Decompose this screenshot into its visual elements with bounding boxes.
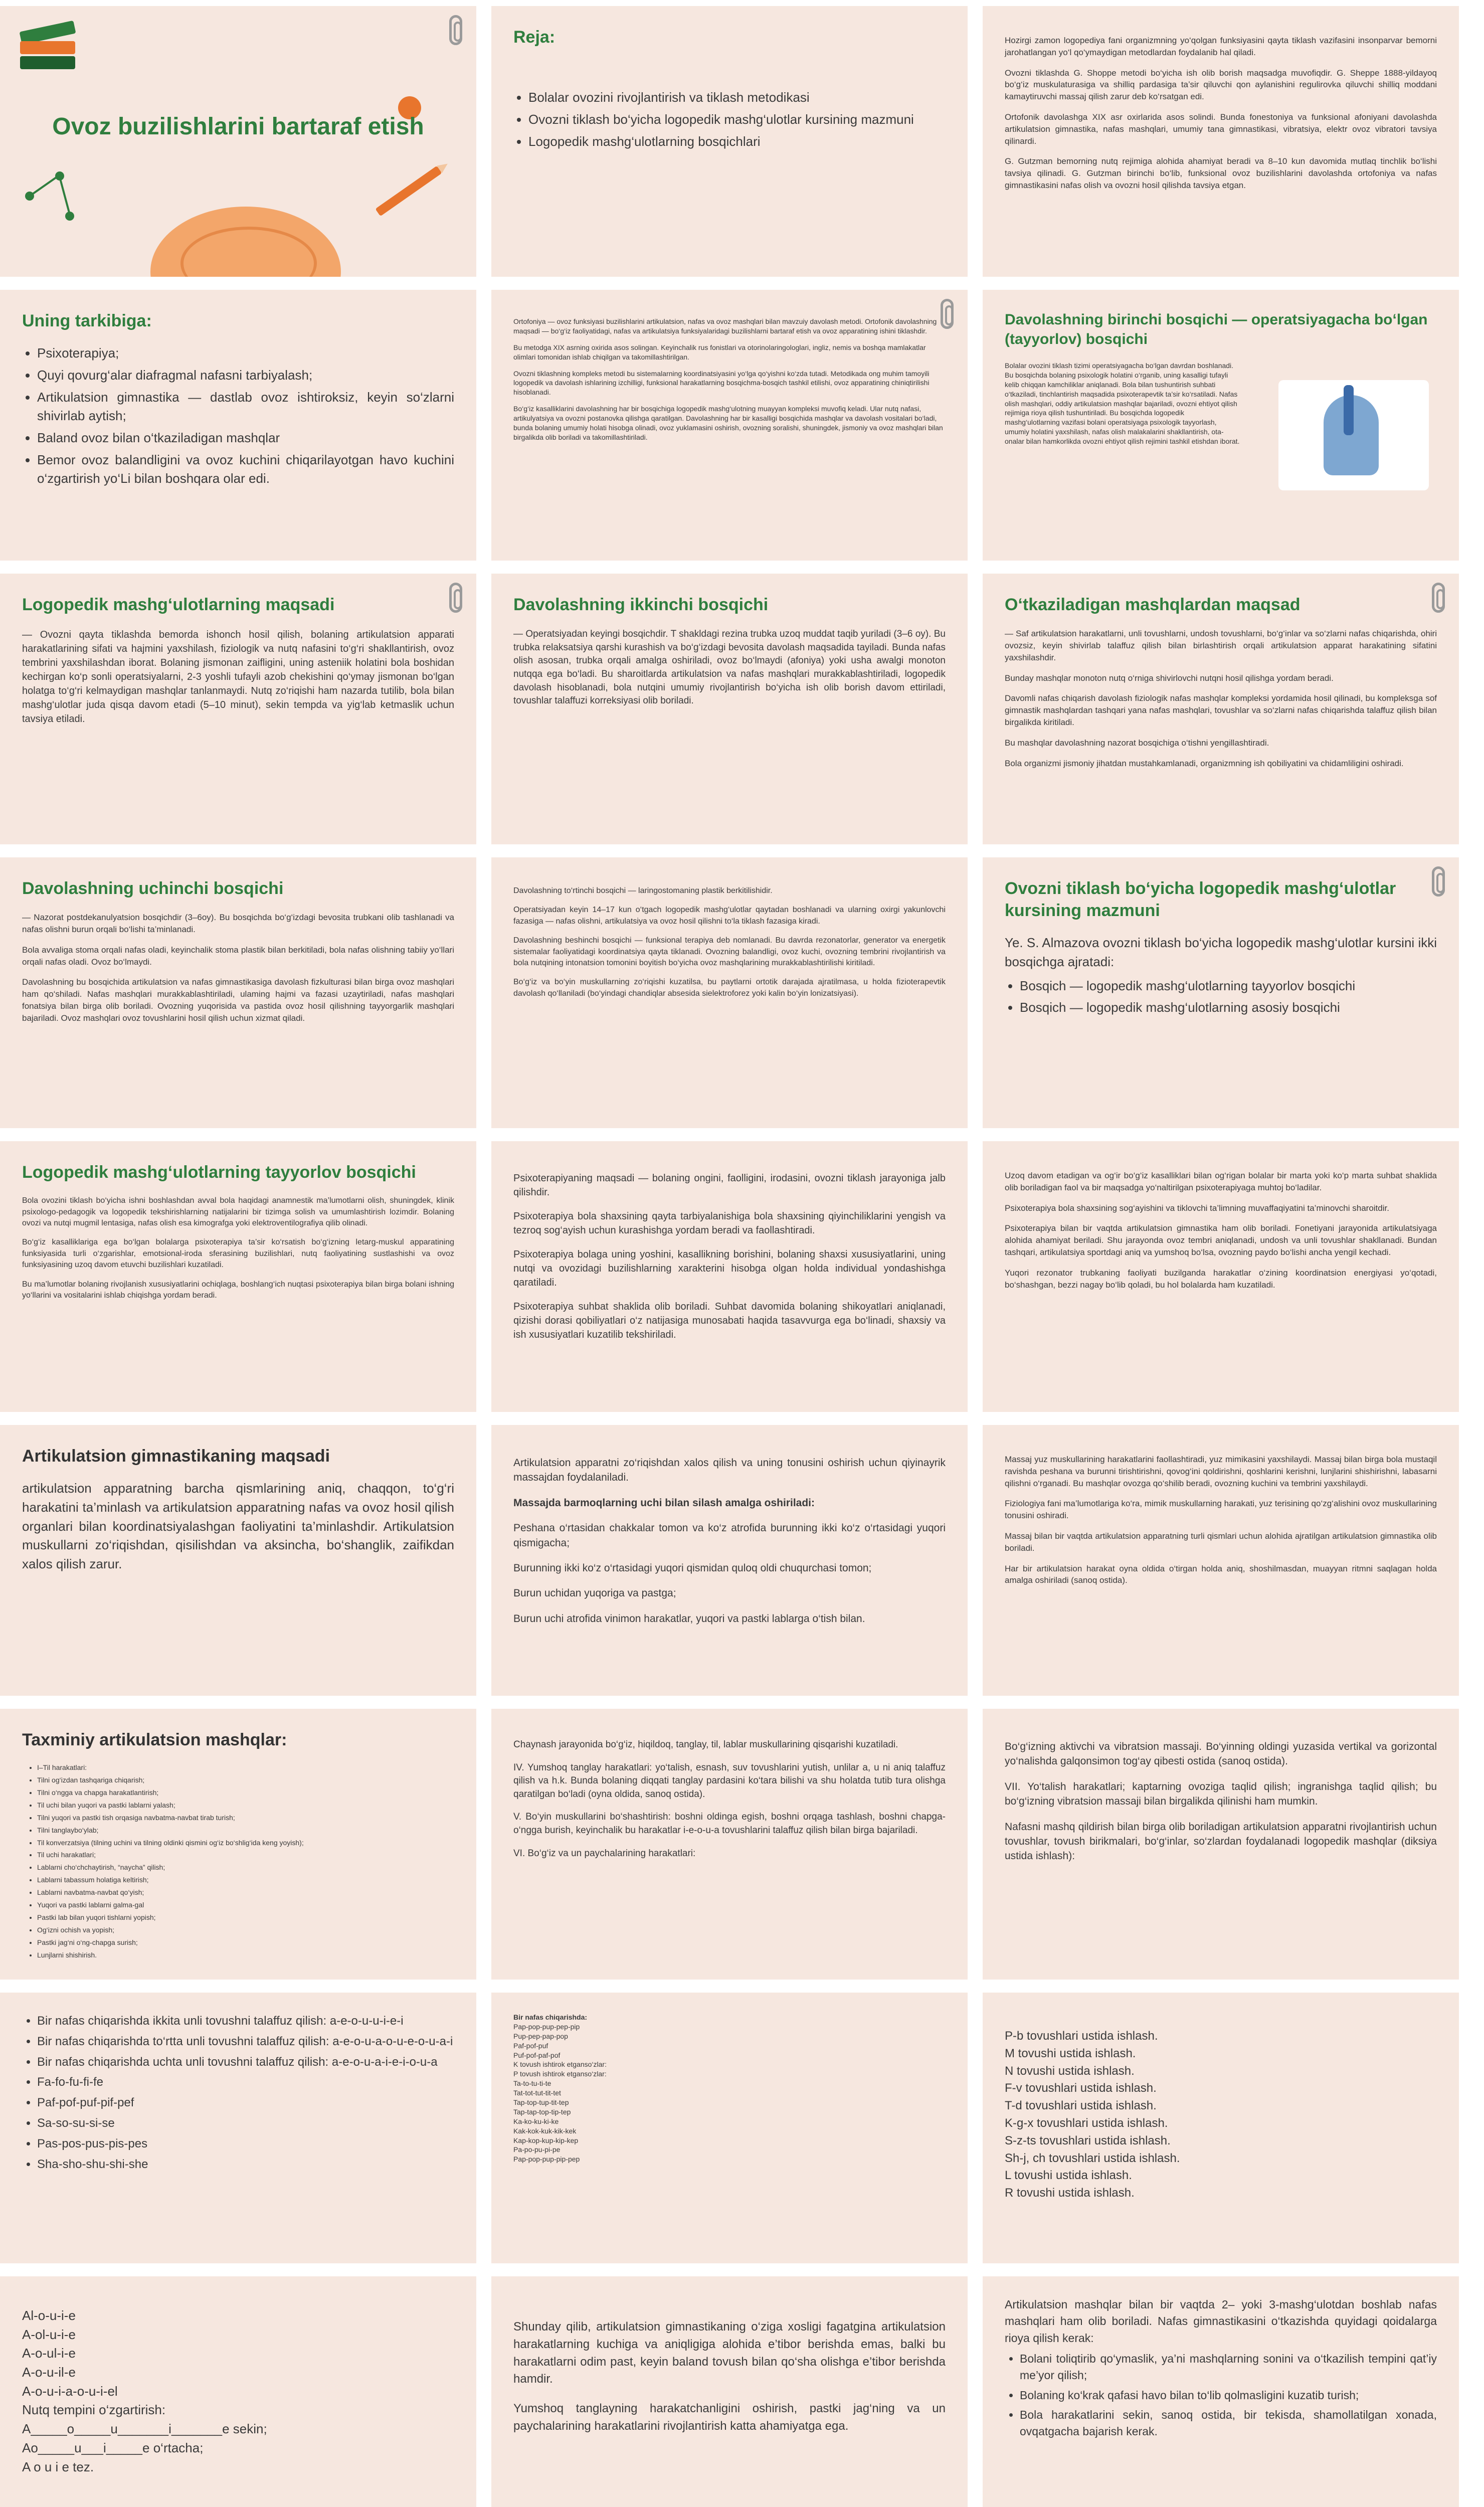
- list-item: • Bola harakatlarini sekin, sanoq ostida, bir tekisda, shamollatilgan xonada, ovqatgacha bajarish kerak.: [1020, 2407, 1437, 2440]
- slide-body: [513, 1456, 946, 1626]
- paragraph: V. Bo‘yin muskullarini bo‘shashtirish: boshni oldinga egish, boshni orqaga tashlash, boshni chapga-o‘ngga burish, keyinchalik bu harakatlar i-e-o-u-a tovushlarini talaffuz qilish bilan birga bajariladi.: [513, 1812, 946, 1836]
- paragraph: Bola organizmi jismoniy jihatdan mustahkamlanadi, organizmning ish qobiliyatini va chidamliligini oshiradi.: [1005, 758, 1404, 768]
- list-item: K-g-x tovushlari ustida ishlash.: [1005, 2116, 1168, 2130]
- list-item: • Ovozni tiklash bo‘yicha logopedik mashg‘ulotlar kursining mazmuni: [528, 110, 946, 129]
- paragraph: Uzoq davom etadigan va og‘ir bo‘g‘iz kasalliklari bilan og‘rigan bolalar bir marta yoki ko‘p marta suhbat shaklida olib boriladigan faol va bir maqsadga yo‘naltirilgan psixoterapiyaga muhtoj bo‘ladilar.: [1005, 1171, 1437, 1192]
- brain-icon: [150, 207, 341, 277]
- list-item: • Til konverzatsiya (tilning uchini va tilning oldinki qismini og‘iz bo‘shlig‘ida keng yoyish);: [37, 1838, 454, 1848]
- syllable-list: [513, 2022, 946, 2164]
- vowel-drill: [22, 2296, 454, 2476]
- slide-16: [0, 1425, 476, 1696]
- list-item: A-o-u-i-a-o-u-i-el: [22, 2383, 118, 2399]
- slide-body: [513, 885, 946, 999]
- slide-body: — Operatsiyadan keyingi bosqichdir. T shakldagi rezina trubka uzoq muddat taqib yuriladi (3–6 oy). Bu trubka relaksatsiya qarshi kurashish va bo‘g‘izdagi bevosita davolash maqsadida tayiladi. Bunda nafas olish asosan, trubka orqali amalga oshiriladi, ovoz bo‘lmaydi (afoniya) yoki usha awalgi monoton nutqqa ega bo‘ladi. Bu sharoitlarda artikulatsion va nafas mashqlari murakkablashtiriladi, logopedik davolash hisoblanadi, bola nutqini umumiy rivojlantirish bo‘yicha ish olib borish davom ettiriladi, tovushlar talaffuzi korreksiyasi olib boriladi.: [513, 629, 946, 706]
- paragraph: G. Gutzman bemorning nutq rejimiga alohida ahamiyat beradi va 8–10 kun davomida mutlaq tinchlik bo‘lishi tavsiya qilinadi. G. Gutzman birinchi bo‘lib, funksional ovoz buzilishlarini davolashda ortofoniya va nafas gimnastikasini nafas olish va ovozni hosil qilishda tavsiya etgan.: [1005, 156, 1437, 190]
- slide-27: [983, 2276, 1459, 2507]
- books-icon: [20, 26, 75, 71]
- paragraph: IV. Yumshoq tanglay harakatlari: yo‘talish, esnash, suv tovushlarini yutish, unlilar a, u ni aniq talaffuz qilish va h.k. Bunda bolaning diqqati tanglay pardasini ko‘tara bilishi va shu holatda tutib tura olishga qaratilgan bo‘ladi (oyna oldida, sanoq ostida).: [513, 1762, 946, 1800]
- paragraph: Bu mashqlar davolashning nazorat bosqichiga o‘tishni yengillashtiradi.: [1005, 738, 1269, 748]
- paragraph: Bu ma’lumotlar bolaning rivojlanish xususiyatlarini ochiqlaga, boshlang‘ich nuqtasi psixoterapiya bilan birga bolani ishning yo‘llarini va vositalarini ishlab chiqishga yordam beradi.: [22, 1280, 454, 1300]
- list-item: A_____o_____u_______i_______e sekin;: [22, 2421, 267, 2437]
- paragraph: Hozirgi zamon logopediya fani organizmning yo‘qolgan funksiyasini qayta tiklash vazifasini insonparvar bemorni jarohatlangan yo‘l qo‘ymaydigan metodlardan foydalanib hal qiladi.: [1005, 36, 1437, 57]
- list-item: L tovushi ustida ishlash.: [1005, 2169, 1132, 2183]
- sound-work-list: [1005, 2013, 1437, 2202]
- paperclip-icon: [449, 583, 462, 613]
- slide-5: [491, 290, 968, 561]
- paperclip-icon: [449, 15, 462, 45]
- paragraph: Yumshoq tanglayning harakatchanligini oshirish, pastki jag‘ning va un paychalarining harakatlarini rivojlantirish katta ahamiyatga ega.: [513, 2402, 946, 2433]
- list-item: A o u i e tez.: [22, 2459, 94, 2474]
- paragraph: Nafasni mashq qildirish bilan birga olib boriladigan artikulatsion apparatni rivojlantirish uchun tovushlar, tovush birikmalari, bo‘g‘inlar, so‘zlardan foydalanadi logopedik mashqlar (diksiya ustida ishlash):: [1005, 1821, 1437, 1862]
- paragraph: Massajda barmoqlarning uchi bilan silash amalga oshiriladi:: [513, 1497, 815, 1509]
- slide-body: [22, 1195, 454, 1301]
- slide-9: [983, 574, 1459, 844]
- list-item: Tat-tot-tut-tit-tet: [513, 2089, 561, 2097]
- list-item: • Baland ovoz bilan o‘tkaziladigan mashqlar: [37, 429, 454, 448]
- list-item: • Lunjlarni shishirish.: [37, 1950, 454, 1960]
- paragraph: Har bir artikulatsion harakat oyna oldida o‘tirgan holda aniq, shoshilmasdan, muayyan ritmni saqlagan holda amalga oshiriladi (sanoq ostida).: [1005, 1563, 1437, 1585]
- list-item: P-b tovushlari ustida ishlash.: [1005, 2029, 1158, 2043]
- slide-body: [513, 2296, 946, 2435]
- slide-heading: Taxminiy artikulatsion mashqlar:: [22, 1730, 287, 1749]
- list-item: Pap-pop-pup-pip-pep: [513, 2155, 580, 2164]
- slide-25: [0, 2276, 476, 2507]
- slide-intro: Artikulatsion mashqlar bilan bir vaqtda 2– yoki 3-mashg‘ulotdan boshlab nafas mashqlari ham olib boriladi. Nafas gimnastikasini o‘tkazishda quyidagi qoidalarga rioya qilish kerak:: [1005, 2298, 1437, 2345]
- list-item: • Bosqich — logopedik mashg‘ulotlarning tayyorlov bosqichi: [1020, 977, 1437, 996]
- paperclip-icon: [1432, 866, 1445, 897]
- list-item: • Tilni yuqori va pastki tish orqasiga navbatma-navbat tirab turish;: [37, 1813, 454, 1823]
- slide-6: [983, 290, 1459, 561]
- slide-heading: Uning tarkibiga:: [22, 311, 152, 330]
- list-item: Tap-top-tup-tit-tep: [513, 2098, 569, 2107]
- pencil-icon: [375, 166, 442, 217]
- rules-list: [1005, 2351, 1437, 2440]
- slide-heading: Logopedik mashg‘ulotlarning tayyorlov bosqichi: [22, 1163, 416, 1182]
- list-item: • Bemor ovoz balandligini va ovoz kuchini chiqarilayotgan havo kuchini o‘zgartirish yo‘Li bilan boshqara olar edi.: [37, 451, 454, 488]
- paragraph: Operatsiyadan keyin 14–17 kun o‘tgach logopedik mashg‘ulotlar qaytadan boshlanadi va ularning oxirgi yakunlovchi fazasiga — nafas olishni, artikulatsiya va ovoz hosil qilishni to‘la tiklash fazasiga kiradi.: [513, 906, 946, 926]
- list-item: • Lablarni tabassum holatiga keltirish;: [37, 1875, 454, 1885]
- slide-19: [0, 1709, 476, 1980]
- list-item: Paf-pof-puf: [513, 2041, 548, 2050]
- paragraph: Bo‘g‘izning aktivchi va vibratsion massaji. Bo‘yinning oldingi yuzasida vertikal va gorizontal yo‘nalishda galqonsimon tog‘ay qibesti ostida (sanoq ostida).: [1005, 1741, 1437, 1767]
- slide-7: [0, 574, 476, 844]
- list-item: A-ol-u-i-e: [22, 2326, 76, 2342]
- list-item: K tovush ishtirok etganso‘zlar:: [513, 2060, 607, 2069]
- slide-26: [491, 2276, 968, 2507]
- slide-10: [0, 857, 476, 1128]
- stages-list: [1005, 977, 1437, 1017]
- paragraph: Burunning ikki ko‘z o‘rtasidagi yuqori qismidan quloq oldi chuqurchasi tomon;: [513, 1562, 872, 1574]
- list-item: Tap-tap-top-tip-tep: [513, 2107, 571, 2116]
- paragraph: Psixoterapiya suhbat shaklida olib boriladi. Suhbat davomida bolaning shikoyatlari aniqlanadi, qizishi dorasi qobiliyatlari o‘z natijasiga munosabati haqida tasavvurga ega bo‘linadi, shaxsiy va ish xususiyatlari kuzatilib tekshiriladi.: [513, 1301, 946, 1340]
- slide-heading: Ovozni tiklash bo‘yicha logopedik mashg‘ulotlar kursining mazmuni: [1005, 879, 1396, 921]
- slide-title: Ovoz buzilishlarini bartaraf etish: [52, 113, 424, 140]
- slide-body: [1005, 628, 1437, 769]
- list-item: • Pastki jag‘ni o‘ng-chapga surish;: [37, 1938, 454, 1947]
- list-item: • Til uchi harakatlari;: [37, 1850, 454, 1860]
- larynx-illustration: [1278, 380, 1429, 490]
- paragraph: Psixoterapiyaning maqsadi — bolaning ongini, faolligini, irodasini, ovozni tiklash jarayoniga jalb qilishdir.: [513, 1173, 946, 1198]
- list-item: Nutq tempini o‘zgartirish:: [22, 2402, 166, 2418]
- paragraph: Bola ovozini tiklash bo‘yicha ishni boshlashdan avval bola haqidagi anamnestik ma’lumotlarni olish, shuningdek, klinik psixologo-pedagogik va logopedik tekshirishlarning natijalarini bir tizimga solish va umumlashtirish lozimdir. Bolaning ovozi va nutqi mugmil lentasiga, nafas olish esa kimografga yoki elektroventilografiya qilib olinadi.: [22, 1196, 454, 1227]
- list-item: • Quyi qovurg‘alar diafragmal nafasni tarbiyalash;: [37, 366, 454, 385]
- slide-24: [983, 1993, 1459, 2263]
- paragraph: Bola avvaliga stoma orqali nafas oladi, keyinchalik stoma plastik bilan berkitiladi, bola nafas olishning tabiiy yo‘llari orqali nafas oladi. Ovoz bo‘lmaydi.: [22, 945, 454, 967]
- slide-22: [0, 1993, 476, 2263]
- list-item: • Tilni og‘izdan tashqariga chiqarish;: [37, 1775, 454, 1785]
- paragraph: Massaj bilan bir vaqtda artikulatsion apparatning turli qismlari uchun alohida ajratilgan artikulatsion gimnastika olib boriladi.: [1005, 1531, 1437, 1553]
- list-item: • Logopedik mashg‘ulotlarning bosqichlari: [528, 132, 946, 151]
- list-item: • Bolani toliqtirib qo‘ymaslik, ya’ni mashqlarning sonini va o‘tkazilish tempini qat’iy me’yor qilish;: [1020, 2351, 1437, 2384]
- slide-intro: Ye. S. Almazova ovozni tiklash bo‘yicha logopedik mashg‘ulotlar kursini ikki bosqichga ajratadi:: [1005, 935, 1437, 970]
- paragraph: Ovozni tiklashda G. Shoppe metodi bo‘yicha ish olib borish maqsadga muvofiqdir. G. Sheppe 1888-yildayoq bo‘g‘iz muskulaturasiga va shilliq pardasiga ta’sir qiluvchi qon aylanishini regulirovka qiluvchi shilliq moddani kamaytiruvchi massaj qilish zarur deb ko‘rsatgan edi.: [1005, 68, 1437, 102]
- paragraph: Davolashning bu bosqichida artikulatsion va nafas gimnastikasiga davolash fizkulturasi bilan birga ovoz mashqlari ham qo‘shiladi. Nafas mashqlari murakkablashtiriladi, ulaming hajmi va fazasi uzaytiriladi, nafas mashqlari fonatsiya bilan birga olib boriladi. Ovozning yuqorisida va pastida ovoz hosil qilishning tayyorgarlik mashqlari bajariladi. Ovoz mashqlari ovoz tovushlarini hosil qilish uchun xizmat qiladi.: [22, 977, 454, 1023]
- slide-heading: Bir nafas chiqarishda:: [513, 2013, 588, 2021]
- slide-heading: Reja:: [513, 28, 555, 47]
- paragraph: Burun uchi atrofida vinimon harakatlar, yuqori va pastki lablarga o‘tish bilan.: [513, 1613, 865, 1625]
- list-item: • Fa-fo-fu-fi-fe: [37, 2074, 454, 2091]
- slide-3: [983, 6, 1459, 277]
- list-item: • Bolalar ovozini rivojlantirish va tiklash metodikasi: [528, 88, 946, 107]
- slide-body: artikulatsion apparatning barcha qismlarining aniq, chaqqon, to‘g‘ri harakatini ta’minlash va artikulatsion apparatning nafas va ovoz hosil qilish organlari bilan koordinatsiyalashgan faoliyatini ta’minlashdir. Artikulatsion muskullarni zo‘riqishdan, qisilishdan va aksincha, bo‘shanglik, zaifikdan xalos qilish zarur.: [22, 1481, 454, 1571]
- list-item: F-v tovushlari ustida ishlash.: [1005, 2081, 1157, 2095]
- molecule-icon: [25, 171, 85, 232]
- list-item: • Bir nafas chiqarishda ikkita unli tovushni talaffuz qilish: a-e-o-u-u-i-e-i: [37, 2013, 454, 2030]
- slide-body: [1005, 1739, 1437, 1864]
- list-item: Ka-ko-ku-ki-ke: [513, 2117, 559, 2125]
- paragraph: Bo‘g‘iz va bo‘yin muskullarning zo‘riqishi kuzatilsa, bu paytlarni ortotik darajada ajratilmasa, u holda fizioterapevtik davolash qo‘llaniladi (bo‘yindagi chandiqlar absesida sielektroforez yoki kalin bo‘yin lonizatsiyasi).: [513, 978, 946, 998]
- slide-13: [0, 1141, 476, 1412]
- list-item: • Bir nafas chiqarishda uchta unli tovushni talaffuz qilish: a-e-o-u-a-i-e-i-o-u-a: [37, 2054, 454, 2071]
- list-item: S-z-ts tovushlari ustida ishlash.: [1005, 2133, 1171, 2147]
- paragraph: Massaj yuz muskullarining harakatlarini faollashtiradi, yuz mimikasini yaxshilaydi. Massaj bilan birga bola mustaqil ravishda peshana va burunni tirishtirishni, qovog‘ini qoldirishni, qoshlarini kerishni, lunjlarini shishirishni, labasarni qilishni o‘rganadi. Bu mashqlar ovozga qo‘shilib beradi, ovozning kuchini va tembrini yaxshilaydi.: [1005, 1455, 1437, 1488]
- paragraph: Bo‘g‘iz kasalliklariga ega bo‘lgan bolalarga psixoterapiya ta’sir ko‘rsatish bo‘g‘izning letarg-muskul apparatining funksiyasida turli o‘zgarishlar, emotsional-iroda sferasining buzilishlari, nutq faoliyatining sustlashishi va ovoz funksiyasining uzoq davom etuvchi buzilishlari kuzatiladi.: [22, 1238, 454, 1270]
- list-item: • Lablarni cho‘chchaytirish, “naycha” qilish;: [37, 1863, 454, 1872]
- slide-2: [491, 6, 968, 277]
- list-item: A-o-ul-i-e: [22, 2346, 76, 2361]
- list-item: N tovushi ustida ishlash.: [1005, 2064, 1135, 2078]
- slide-heading: Logopedik mashg‘ulotlarning maqsadi: [22, 595, 335, 614]
- paragraph: Davolashning beshinchi bosqichi — funksional terapiya deb nomlanadi. Bu davrda rezonatorlar, generator va energetik sistemalar faoliyatidagi koordinatsiya qayta tiklanadi. Ovozning balandligi, ovoz kuchi, ovozning tembrini rivojlantirish va bola nutqining intonatsion tomonini boyitish bo‘yicha ovoz mashqlarining murakkablashtirilishi kiritiladi.: [513, 936, 946, 967]
- list-item: R tovushi ustida ishlash.: [1005, 2186, 1135, 2200]
- paragraph: Bu metodga XIX asrning oxirida asos solingan. Keyinchalik rus fonistlari va otorinolaringologlari, ingliz, nemis va boshqa mamlakatlar olimlari tomonidan ishlab chiqilgan va takomillashtirilgan.: [513, 343, 926, 361]
- slide-body: [513, 317, 946, 442]
- slide-12: [983, 857, 1459, 1128]
- list-item: Ta-to-tu-ti-te: [513, 2079, 551, 2088]
- paragraph: Yuqori rezonator trubkaning faoliyati buzilganda harakatlar o‘zining koordinatsion energiyasi yo‘qotadi, bo‘shashgan, bezzi nagay bo‘lib qoladi, bu hol bolalarda ham kuzatiladi.: [1005, 1268, 1437, 1290]
- list-item: • Bosqich — logopedik mashg‘ulotlarning asosiy bosqichi: [1020, 998, 1437, 1017]
- list-item: • Sha-sho-shu-shi-she: [37, 2156, 454, 2174]
- paragraph: Ortofonik davolashga XIX asr oxirlarida asos solindi. Bunda fonestoniya va funksional afoniyani davolashda artikulatsion gimnastika, nafas mashqlari, umumiy tana gimnastikasi, vibratsiya, elektr ovoz vibratori tavsiya qilinardi.: [1005, 112, 1437, 146]
- list-item: • Og‘izni ochish va yopish;: [37, 1925, 454, 1935]
- paragraph: Chaynash jarayonida bo‘g‘iz, hiqildoq, tanglay, til, lablar muskullarining qisqarishi kuzatiladi.: [513, 1739, 898, 1750]
- paragraph: Ovozni tiklashning kompleks metodi bu sistemalarning koordinatsiyasini yo‘lga qo‘yishni ko‘zda tutadi. Metodikada ong muhim tamoyili logopedik va davolash ishlarining izchilligi, funksional harakatlarning bosqichma-bosqich tashkil etilishi, ovoz apparatining chiniqtirilishi hisoblanadi.: [513, 369, 930, 397]
- list-item: Kap-kop-kup-kip-kep: [513, 2136, 579, 2144]
- slide-body: [1005, 35, 1437, 192]
- paragraph: VII. Yo‘talish harakatlari; kaptarning ovoziga taqlid qilish; ingranishga taqlid qilish; bu bo‘g‘izning vibratsion massaji bilan birgalikda qilinishi ham mumkin.: [1005, 1780, 1437, 1808]
- paragraph: Psixoterapiya bola shaxsining qayta tarbiyalanishiga bola shaxsining qiyinchiliklarini yengish va tezroq sog‘ayish uchun kurashishga yordam beradi va faollashtiradi.: [513, 1211, 946, 1236]
- paragraph: Artikulatsion apparatni zo‘riqishdan xalos qilish va uning tonusini oshirish uchun qiyinayrik massajdan foydalaniladi.: [513, 1457, 946, 1484]
- list-item: • Artikulatsion gimnastika — dastlab ovoz ishtiroksiz, keyin so‘zlarni shivirlab aytish;: [37, 388, 454, 426]
- slide-body: Bolalar ovozini tiklash tizimi operatsiyagacha bo‘lgan davrdan boshlanadi. Bu bosqichda bolaning psixologik holatini o‘rganib, uning kasalligi tufayli kelib chiqqan kamchiliklar aniqlanadi. Bola bilan tushuntirish suhbati o‘tkaziladi, tinchlantirish maqsadida psixoterapevtik ta’sir ko‘rsatiladi. Nafas olish mashqlari, oddiy artikulatsion mashqlar bajariladi, ovozni ehtiyot qilish rejimiga rioya qilish tushuntiriladi. Bu bosqichda logopedik mashg‘ulotlarning vazifasi bolani operatsiyaga psixologik tayyorlash, umumiy holatini yaxshilash, nafas olish malakalarini shakllantirish, ota-onalar bilan hamkorlikda ovozni ehtiyot qilish rejimini tashkil etishdan iborat.: [1005, 362, 1240, 446]
- paragraph: Davomli nafas chiqarish davolash fiziologik nafas mashqlar kompleksi yordamida hosil qilinadi, bu kompleksga sof gimnastik mashqlardan tashqari yana nafas mashqlari, tovushlar va so‘zlarni nafas chiqarishda talaffuz qilish bilan birgalikda kiritiladi.: [1005, 693, 1437, 727]
- paragraph: — Saf artikulatsion harakatlarni, unli tovushlarni, undosh tovushlarni, bo‘g‘inlar va so‘zlarni nafas chiqarishda, ohiri ovozsiz, keyin shivirlab talaffuz qilish bilan birlashtirish orqali artikulatsion apparat harakatining sifatini yaxshilashdir.: [1005, 629, 1437, 662]
- list-item: • Yuqori va pastki lablarni galma-gal: [37, 1900, 454, 1910]
- slide-body: — Ovozni qayta tiklashda bemorda ishonch hosil qilish, bolaning artikulatsion apparati harakatlarining sifati va hajmini yaxshilash, fiziologik va nutq nafasini to‘g‘ri shakllantirish, ovoz tembrini yaxshilashdan iborat. Bolaning jismonan zaifligini, uning asteniik holatini bola boshidan kechirgan ko‘p sonli operatsiyalarni, 2-3 yoshli tufayli azob chekishini qo‘ymay jismonan bo‘lgan holatga to‘g‘ri kelmaydigan mashqlar tanlanmaydi. Nutq zo‘riqishi ham nazarda tutilib, bola bilan mashg‘ulotlar juda qisqa davom etadi (5–10 minut), sekin tempda va yig‘lab ketmaslik uchun tavsiya etiladi.: [22, 629, 454, 725]
- paragraph: Psixoterapiya bola shaxsining sog‘ayishini va tiklovchi ta’limning muvaffaqiyatini ta’minovchi sharoitdir.: [1005, 1203, 1389, 1213]
- list-item: • Psixoterapiya;: [37, 344, 454, 363]
- paragraph: VI. Bo‘g‘iz va un paychalarining harakatlari:: [513, 1848, 696, 1859]
- slide-heading: Artikulatsion gimnastikaning maqsadi: [22, 1447, 330, 1466]
- paragraph: Psixoterapiya bolaga uning yoshini, kasallikning borishini, bolaning shaxsi xususiyatlarini, uning nutqi va ovozidagi buzilishlarning xarakterini hisobga olgan holda individual yondashishga qaratiladi.: [513, 1249, 946, 1288]
- list-item: • Pas-pos-pus-pis-pes: [37, 2135, 454, 2153]
- list-item: • Til uchi bilan yuqori va pastki lablarni yalash;: [37, 1801, 454, 1810]
- paragraph: Fiziologiya fani ma’lumotlariga ko‘ra, mimik muskullarning harakati, yuz terisining qo‘zg‘alishini ovoz muskullarining tonusini oshiradi.: [1005, 1499, 1437, 1521]
- composition-list: [22, 344, 454, 488]
- list-item: M tovushi ustida ishlash.: [1005, 2046, 1136, 2060]
- list-item: • I–Til harakatlari:: [37, 1763, 454, 1772]
- slide-21: [983, 1709, 1459, 1980]
- list-item: • Bolaning ko‘krak qafasi havo bilan to‘lib qolmasligini kuzatib turish;: [1020, 2387, 1437, 2404]
- slide-23: [491, 1993, 968, 2263]
- slide-heading: Davolashning birinchi bosqichi — operatsiyagacha bo‘lgan (tayyorlov) bosqichi: [1005, 311, 1428, 347]
- list-item: Sh-j, ch tovushlari ustida ishlash.: [1005, 2151, 1180, 2165]
- plan-list: [513, 88, 946, 151]
- list-item: Pup-pep-pap-pop: [513, 2032, 568, 2040]
- paragraph: Bunday mashqlar monoton nutq o‘rniga shivirlovchi nutqni hosil qilishga yordam beradi.: [1005, 673, 1334, 683]
- slide-14: [491, 1141, 968, 1412]
- slide-heading: Davolashning ikkinchi bosqichi: [513, 595, 769, 614]
- paperclip-icon: [941, 299, 954, 329]
- slide-body: [22, 912, 454, 1024]
- list-item: Ao_____u___i_____e o‘rtacha;: [22, 2440, 204, 2455]
- slide-17: [491, 1425, 968, 1696]
- paragraph: Ortofoniya — ovoz funksiyasi buzilishlarini artikulatsion, nafas va ovoz mashqlari bilan mavzuiy davolash metodi. Ortofonik davolashning maqsadi — bo‘g‘iz faoliyatidagi, nafas va artikulatsiya funksiyalaridagi buzilishlarni bartaraf etish va ovoz apparatining ishini tiklashdir.: [513, 317, 937, 335]
- paragraph: Burun uchidan yuqoriga va pastga;: [513, 1587, 676, 1599]
- slide-15: [983, 1141, 1459, 1412]
- breath-exercise-list: [22, 2013, 454, 2173]
- list-item: • Lablarni navbatma-navbat qo‘yish;: [37, 1888, 454, 1897]
- slide-heading: O‘tkaziladigan mashqlardan maqsad: [1005, 595, 1301, 614]
- list-item: P tovush ishtirok etganso‘zlar:: [513, 2070, 607, 2078]
- slide-1: [0, 6, 476, 277]
- slide-body: [1005, 1170, 1437, 1291]
- list-item: Puf-pof-paf-pof: [513, 2051, 561, 2059]
- list-item: • Sa-so-su-si-se: [37, 2115, 454, 2132]
- slide-body: [1005, 1454, 1437, 1586]
- slide-body: [513, 1738, 946, 1860]
- slide-4: [0, 290, 476, 561]
- list-item: A-o-u-il-e: [22, 2365, 76, 2380]
- list-item: • Pastki lab bilan yuqori tishlarni yopish;: [37, 1913, 454, 1922]
- list-item: T-d tovushlari ustida ishlash.: [1005, 2099, 1157, 2113]
- list-item: • Tilni tanglaybo‘ylab;: [37, 1826, 454, 1835]
- paragraph: Peshana o‘rtasidan chakkalar tomon va ko‘z atrofida burunning ikki ko‘z o‘rtasidagi yuqori qismigacha;: [513, 1522, 946, 1549]
- slide-heading: Davolashning uchinchi bosqichi: [22, 879, 284, 898]
- slide-8: [491, 574, 968, 844]
- slide-body: [513, 1171, 946, 1342]
- exercises-list: [22, 1763, 454, 1959]
- list-item: • Paf-pof-puf-pif-pef: [37, 2094, 454, 2112]
- list-item: Pa-po-pu-pi-pe: [513, 2145, 561, 2154]
- list-item: Al-o-u-i-e: [22, 2308, 76, 2323]
- paragraph: Psixoterapiya bilan bir vaqtda artikulatsion gimnastika ham olib boriladi. Fonetiyani jarayonida artikulatsiyaga alohida ahamiyat beriladi. Shu jarayonda ovoz tembri aniqlanadi, undosh va unli tovushlar shakllanadi. Bundan tashqari, artikulatsiya sportdagi aniq va yumshoq bo‘lsa, ovozning paydo bo‘lishi ancha yengil kechadi.: [1005, 1223, 1437, 1257]
- paragraph: Shunday qilib, artikulatsion gimnastikaning o‘ziga xosligi fagatgina artikulatsion harakatlarning kuchiga va aniqligiga alohida e’tibor berishda emas, balki bu harakatlarni odim past, keyin baland tovush bilan qo‘sha olishga e’tibor berishda hamdir.: [513, 2320, 946, 2386]
- slide-11: [491, 857, 968, 1128]
- paperclip-icon: [1432, 583, 1445, 613]
- paragraph: Davolashning to‘rtinchi bosqichi — laringostomaning plastik berkitilishidir.: [513, 886, 773, 895]
- slide-18: [983, 1425, 1459, 1696]
- slide-20: [491, 1709, 968, 1980]
- list-item: • Bir nafas chiqarishda to‘rtta unli tovushni talaffuz qilish: a-e-o-u-a-o-u-e-o-u-a-i: [37, 2033, 454, 2051]
- list-item: • Tilni o‘ngga va chapga harakatlantirish;: [37, 1788, 454, 1798]
- paragraph: Bo‘g‘iz kasalliklarini davolashning har bir bosqichiga logopedik mashg‘ulotning muayyan kompleksi muvofiq keladi. Ular nutq nafasi, artikulyatsiya va ovozni postanovka qilishga qaratilgan. Davolashning har bir kasalligi bosqichida mashqlar va davolash vositalari bo‘ladi, bunda bolaning umumiy holati hisobga olinadi, ovoz yuklamasini oshirish, ovozning soralishi, shuningdek, jismoniy va ovoz mashqlari bilan birgalikda olib boriladi va takomillashtiriladi.: [513, 405, 943, 441]
- list-item: Pap-pop-pup-pep-pip: [513, 2022, 580, 2031]
- paragraph: — Nazorat postdekanulyatsion bosqichdir (3–6oy). Bu bosqichda bo‘g‘izdagi bevosita trubkani olib tashlanadi va nafas olishni burun orqali bo‘lishi ta’minlanadi.: [22, 913, 454, 934]
- list-item: Kak-kok-kuk-kik-kek: [513, 2126, 577, 2135]
